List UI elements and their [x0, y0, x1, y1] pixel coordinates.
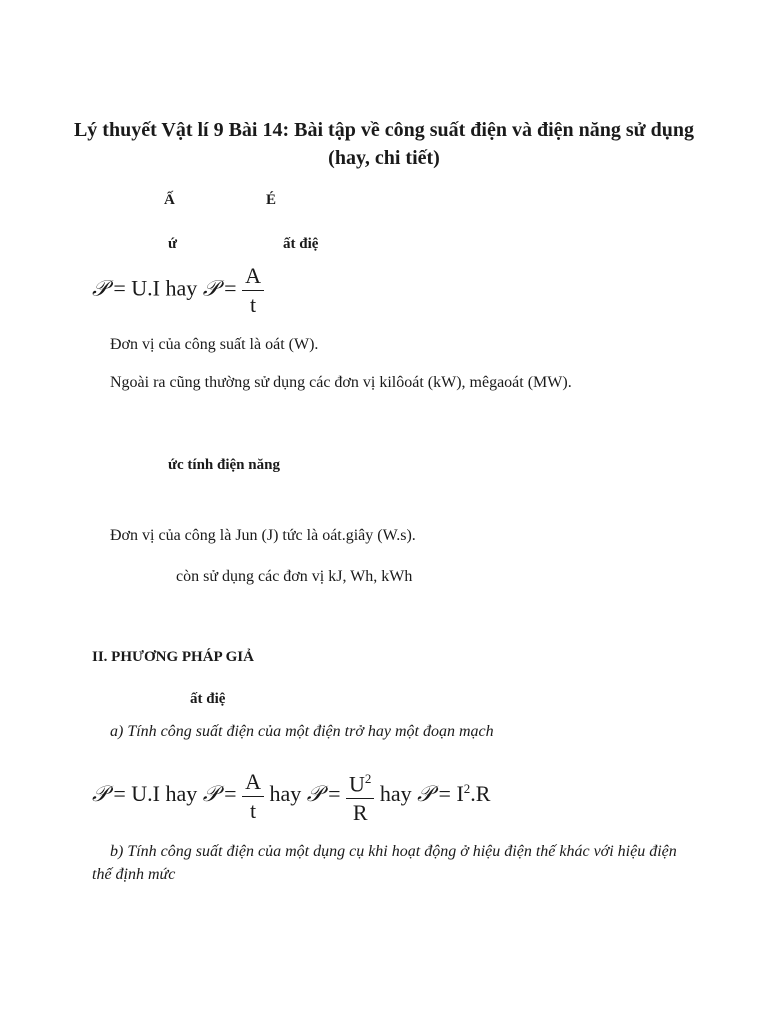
paragraph-power-units: Ngoài ra cũng thường sử dụng các đơn vị kilôoát (kW), mêgaoát (MW). — [110, 374, 572, 391]
heading-energy-formula: ức tính điện năng — [168, 457, 280, 473]
item-b: b) Tính công suất điện của một dụng cụ khi hoạt động ở hiệu điện thế khác với hiệu điện thế định mức — [92, 843, 677, 883]
exponent: 2 — [463, 780, 471, 796]
formula-text: hay — [269, 781, 302, 807]
paragraph-power-unit: Đơn vị của công suất là oát (W). — [110, 336, 319, 353]
power-symbol: 𝒫 — [202, 782, 219, 808]
heading-fragment: ất điệ — [283, 236, 319, 252]
heading-fragment: ứ — [168, 236, 178, 252]
fraction-denominator: t — [249, 797, 257, 823]
formula-eq: = — [328, 781, 341, 807]
fraction — [346, 765, 374, 827]
formula-text: = U.I hay — [113, 275, 198, 301]
power-symbol: 𝒫 — [92, 782, 108, 808]
fraction-numerator: A — [242, 262, 264, 291]
fraction-numerator: A — [242, 768, 264, 797]
power-formula — [92, 262, 264, 319]
heading-fragment: Ấ — [164, 192, 175, 208]
power-symbol: 𝒫 — [202, 276, 219, 302]
fraction-denominator: R — [352, 800, 368, 826]
formula-text: = I — [438, 781, 464, 807]
fraction-numerator — [346, 765, 374, 799]
paragraph-work-unit: Đơn vị của công là Jun (J) tức là oát.giây (W.s). — [110, 527, 416, 544]
power-symbol: 𝒫 — [306, 782, 323, 808]
formula-text: = U.I hay — [113, 781, 198, 807]
power-symbol: 𝒫 — [92, 276, 108, 302]
heading-fragment: ất điệ — [190, 691, 226, 707]
formula-eq: = — [224, 275, 237, 301]
formula-text: hay — [379, 781, 412, 807]
power-symbol: 𝒫 — [417, 782, 434, 808]
formula-eq: = — [224, 781, 237, 807]
heading-fragment: É — [266, 192, 277, 208]
voltage-symbol: U — [349, 771, 365, 797]
power-formulas — [92, 765, 490, 827]
formula-text: .R — [470, 781, 491, 807]
fraction — [242, 768, 264, 825]
fraction — [242, 262, 264, 319]
item-a: a) Tính công suất điện của một điện trở hay một đoạn mạch — [110, 723, 494, 740]
paragraph-other-units: còn sử dụng các đơn vị kJ, Wh, kWh — [176, 568, 413, 585]
page-title: Lý thuyết Vật lí 9 Bài 14: Bài tập về công suất điện và điện năng sử dụng (hay, chi tiết) — [73, 119, 695, 169]
section-heading: II. PHƯƠNG PHÁP GIẢ — [92, 649, 254, 665]
fraction-denominator: t — [249, 292, 257, 317]
exponent: 2 — [364, 771, 372, 786]
